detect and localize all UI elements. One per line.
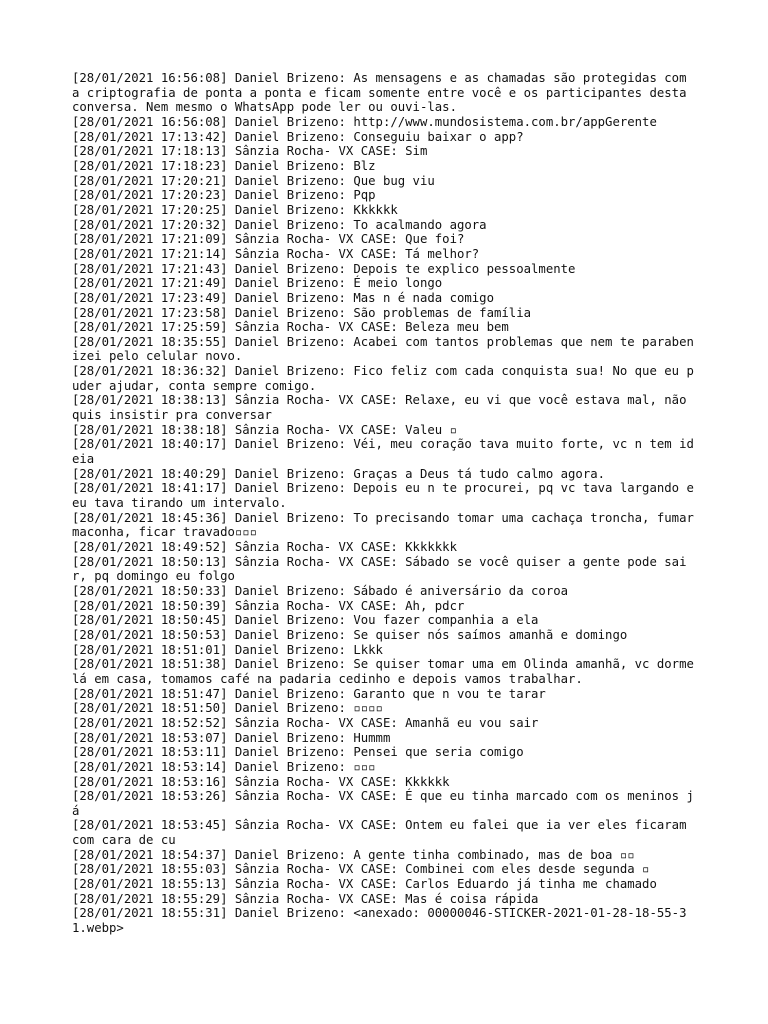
chat-message-line: [28/01/2021 18:35:55] Daniel Brizeno: Acabei com tantos problemas que nem te parabenizei pelo celular novo. — [72, 334, 694, 364]
chat-message-line: [28/01/2021 18:52:52] Sânzia Rocha- VX CASE: Amanhã eu vou sair — [72, 715, 539, 730]
chat-message-line: [28/01/2021 17:13:42] Daniel Brizeno: Conseguiu baixar o app? — [72, 129, 524, 144]
chat-log — [72, 71, 700, 936]
chat-message-line: [28/01/2021 17:18:13] Sânzia Rocha- VX CASE: Sim — [72, 144, 428, 159]
chat-message-line: [28/01/2021 17:21:49] Daniel Brizeno: É meio longo — [72, 276, 443, 291]
chat-message-line: [28/01/2021 17:21:14] Sânzia Rocha- VX CASE: Tá melhor? — [72, 246, 480, 261]
chat-message-line: [28/01/2021 18:51:47] Daniel Brizeno: Garanto que n vou te tarar — [72, 686, 546, 701]
chat-message-line: [28/01/2021 17:25:59] Sânzia Rocha- VX CASE: Beleza meu bem — [72, 320, 509, 335]
chat-message-line: [28/01/2021 17:20:23] Daniel Brizeno: Pqp — [72, 188, 376, 203]
chat-message-line: [28/01/2021 18:54:37] Daniel Brizeno: A gente tinha combinado, mas de boa ▫▫ — [72, 847, 635, 862]
chat-message-line: [28/01/2021 17:20:21] Daniel Brizeno: Que bug viu — [72, 173, 435, 188]
chat-message-line: [28/01/2021 18:51:50] Daniel Brizeno: ▫▫▫▫ — [72, 701, 383, 716]
chat-message-line: [28/01/2021 18:45:36] Daniel Brizeno: To precisando tomar uma cachaça troncha, fumar maconha, ficar travado▫▫▫ — [72, 510, 702, 540]
chat-message-line: [28/01/2021 16:56:08] Daniel Brizeno: As mensagens e as chamadas são protegidas com a criptografia de ponta a ponta e ficam somente entre você e os participantes desta conversa. Nem mesmo o WhatsApp pode ler ou ouvi-las. — [72, 71, 694, 115]
chat-message-line: [28/01/2021 18:53:07] Daniel Brizeno: Hummm — [72, 730, 391, 745]
chat-message-line: [28/01/2021 17:20:25] Daniel Brizeno: Kkkkkk — [72, 202, 398, 217]
chat-message-line: [28/01/2021 18:53:45] Sânzia Rocha- VX CASE: Ontem eu falei que ia ver eles ficaram com cara de cu — [72, 818, 694, 848]
chat-message-line: [28/01/2021 18:50:39] Sânzia Rocha- VX CASE: Ah, pdcr — [72, 598, 465, 613]
chat-message-line: [28/01/2021 17:23:58] Daniel Brizeno: São problemas de família — [72, 305, 532, 320]
chat-message-line: [28/01/2021 18:40:29] Daniel Brizeno: Graças a Deus tá tudo calmo agora. — [72, 466, 606, 481]
chat-message-line: [28/01/2021 18:50:45] Daniel Brizeno: Vou fazer companhia a ela — [72, 613, 539, 628]
chat-message-line: [28/01/2021 18:55:31] Daniel Brizeno: <anexado: 00000046-STICKER-2021-01-28-18-55-31.webp> — [72, 906, 687, 936]
chat-message-line: [28/01/2021 18:50:53] Daniel Brizeno: Se quiser nós saímos amanhã e domingo — [72, 627, 628, 642]
chat-message-line: [28/01/2021 17:18:23] Daniel Brizeno: Blz — [72, 158, 376, 173]
chat-message-line: [28/01/2021 18:55:03] Sânzia Rocha- VX CASE: Combinei com eles desde segunda ▫ — [72, 862, 650, 877]
chat-message-line: [28/01/2021 18:53:26] Sânzia Rocha- VX CASE: É que eu tinha marcado com os meninos já — [72, 789, 694, 818]
chat-message-line: [28/01/2021 17:21:09] Sânzia Rocha- VX CASE: Que foi? — [72, 232, 465, 247]
chat-message-line: [28/01/2021 18:41:17] Daniel Brizeno: Depois eu n te procurei, pq vc tava largando e eu tava tirando um intervalo. — [72, 481, 702, 511]
chat-message-line: [28/01/2021 16:56:08] Daniel Brizeno: http://www.mundosistema.com.br/appGerente — [72, 114, 657, 129]
chat-transcript-page — [72, 71, 700, 936]
chat-message-line: [28/01/2021 18:40:17] Daniel Brizeno: Véi, meu coração tava muito forte, vc n tem ideia — [72, 437, 694, 467]
chat-message-line: [28/01/2021 18:51:38] Daniel Brizeno: Se quiser tomar uma em Olinda amanhã, vc dorme lá em casa, tomamos café na padaria cedinho e depois vamos trabalhar. — [72, 657, 702, 686]
chat-message-line: [28/01/2021 18:36:32] Daniel Brizeno: Fico feliz com cada conquista sua! No que eu puder ajudar, conta sempre comigo. — [72, 364, 694, 393]
chat-message-line: [28/01/2021 18:53:16] Sânzia Rocha- VX CASE: Kkkkkk — [72, 774, 450, 789]
chat-message-line: [28/01/2021 18:50:33] Daniel Brizeno: Sábado é aniversário da coroa — [72, 583, 569, 598]
chat-message-line: [28/01/2021 18:38:13] Sânzia Rocha- VX CASE: Relaxe, eu vi que você estava mal, não quis insistir pra conversar — [72, 393, 694, 423]
chat-message-line: [28/01/2021 18:55:29] Sânzia Rocha- VX CASE: Mas é coisa rápida — [72, 891, 539, 906]
chat-message-line: [28/01/2021 18:55:13] Sânzia Rocha- VX CASE: Carlos Eduardo já tinha me chamado — [72, 877, 657, 892]
chat-message-line: [28/01/2021 18:38:18] Sânzia Rocha- VX CASE: Valeu ▫ — [72, 422, 457, 437]
chat-message-line: [28/01/2021 18:50:13] Sânzia Rocha- VX CASE: Sábado se você quiser a gente pode sair, pq domingo eu folgo — [72, 554, 687, 584]
chat-message-line: [28/01/2021 18:53:14] Daniel Brizeno: ▫▫▫ — [72, 759, 376, 774]
chat-message-line: [28/01/2021 17:23:49] Daniel Brizeno: Mas n é nada comigo — [72, 290, 494, 305]
chat-message-line: [28/01/2021 18:49:52] Sânzia Rocha- VX CASE: Kkkkkkk — [72, 540, 457, 554]
chat-message-line: [28/01/2021 18:51:01] Daniel Brizeno: Lkkk — [72, 642, 383, 657]
chat-message-line: [28/01/2021 18:53:11] Daniel Brizeno: Pensei que seria comigo — [72, 745, 524, 760]
chat-message-line: [28/01/2021 17:20:32] Daniel Brizeno: To acalmando agora — [72, 217, 487, 232]
chat-message-line: [28/01/2021 17:21:43] Daniel Brizeno: Depois te explico pessoalmente — [72, 261, 576, 276]
